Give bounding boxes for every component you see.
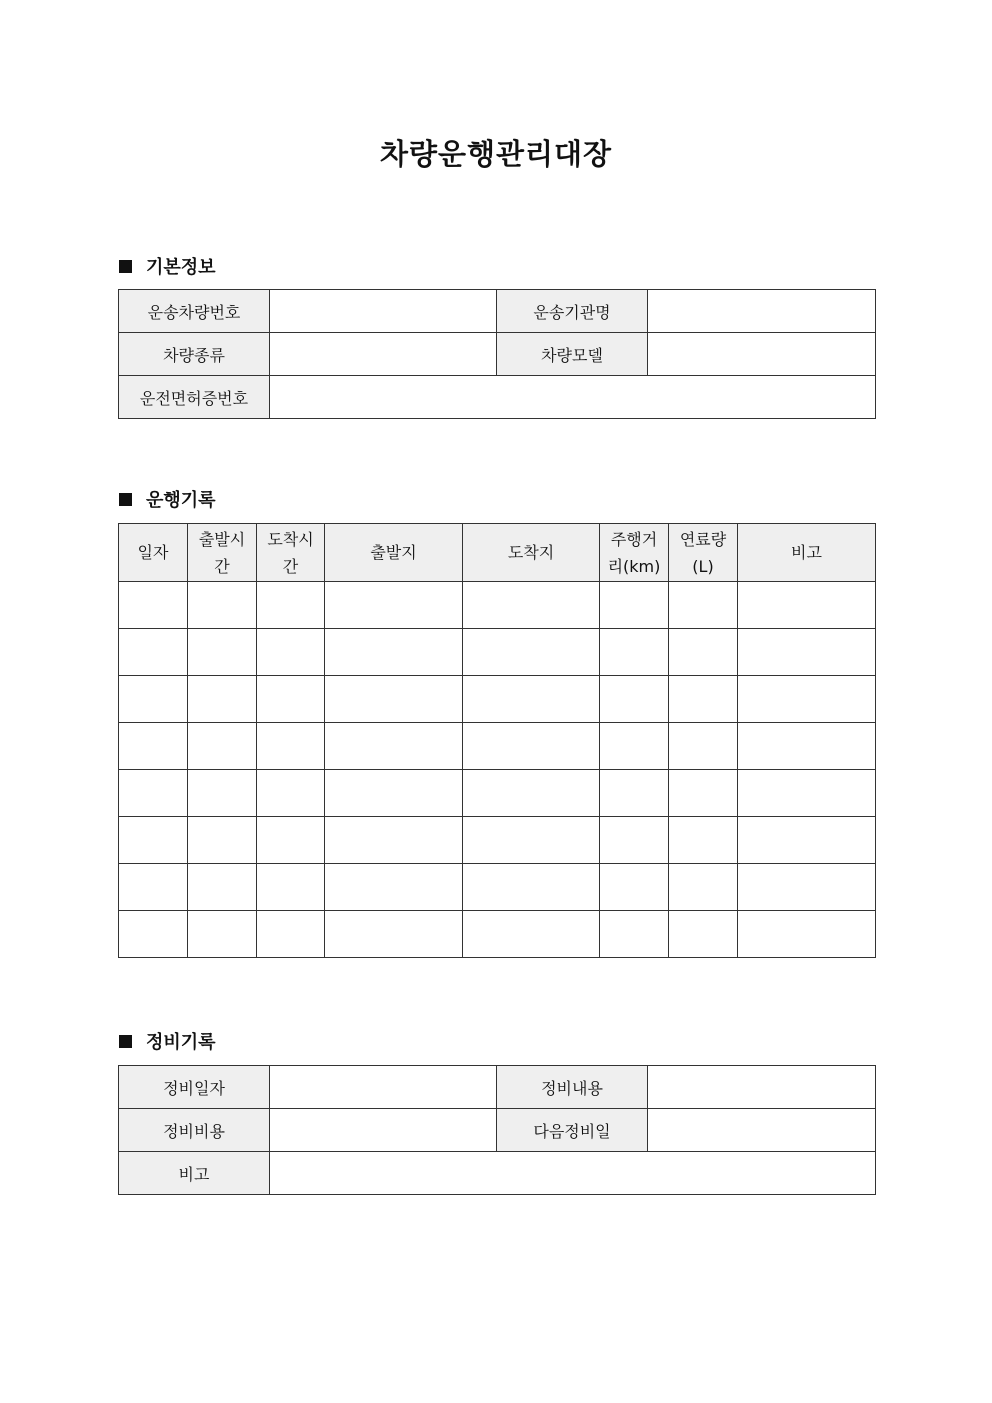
maintenance-table — [118, 1065, 876, 1195]
operation-log-body — [119, 582, 876, 958]
table-cell[interactable] — [257, 629, 325, 676]
vehicle-number-label: 운송차량번호 — [119, 290, 270, 333]
table-row — [119, 1066, 876, 1109]
table-row — [119, 1109, 876, 1152]
operation-log-table — [118, 523, 876, 958]
table-cell[interactable] — [257, 864, 325, 911]
table-cell[interactable] — [188, 770, 257, 817]
table-cell[interactable] — [325, 817, 463, 864]
table-cell[interactable] — [669, 676, 738, 723]
table-cell[interactable] — [325, 911, 463, 958]
table-cell[interactable] — [738, 817, 876, 864]
maintenance-cost-field[interactable] — [270, 1109, 497, 1152]
table-cell[interactable] — [119, 770, 188, 817]
maintenance-content-field[interactable] — [648, 1066, 876, 1109]
table-cell[interactable] — [738, 723, 876, 770]
column-header — [600, 524, 669, 582]
table-cell[interactable] — [188, 911, 257, 958]
table-cell[interactable] — [119, 864, 188, 911]
section-maintenance-title: 정비기록 — [146, 1032, 216, 1053]
table-cell[interactable] — [257, 723, 325, 770]
square-bullet-icon — [119, 260, 132, 273]
table-cell[interactable] — [257, 770, 325, 817]
maintenance-date-field[interactable] — [270, 1066, 497, 1109]
column-header — [738, 524, 876, 582]
table-cell[interactable] — [669, 770, 738, 817]
vehicle-model-field[interactable] — [648, 333, 876, 376]
next-maintenance-date-field[interactable] — [648, 1109, 876, 1152]
table-cell[interactable] — [119, 676, 188, 723]
maintenance-note-label: 비고 — [119, 1152, 270, 1195]
table-cell[interactable] — [188, 817, 257, 864]
table-cell[interactable] — [600, 911, 669, 958]
section-maintenance-heading — [119, 1028, 216, 1054]
section-operation-title: 운행기록 — [146, 490, 216, 511]
table-cell[interactable] — [463, 629, 600, 676]
table-cell[interactable] — [738, 911, 876, 958]
table-row — [119, 864, 876, 911]
table-cell[interactable] — [738, 629, 876, 676]
table-cell[interactable] — [669, 817, 738, 864]
table-cell[interactable] — [463, 911, 600, 958]
table-cell[interactable] — [463, 582, 600, 629]
table-cell[interactable] — [463, 864, 600, 911]
agency-name-field[interactable] — [648, 290, 876, 333]
vehicle-type-field[interactable] — [270, 333, 497, 376]
table-cell[interactable] — [669, 723, 738, 770]
table-cell[interactable] — [325, 582, 463, 629]
table-cell[interactable] — [119, 911, 188, 958]
column-header-label: 일자 — [137, 543, 169, 562]
table-cell[interactable] — [463, 770, 600, 817]
column-header-label: 연료량 — [679, 529, 727, 549]
table-row — [119, 333, 876, 376]
table-cell[interactable] — [738, 770, 876, 817]
table-cell[interactable] — [325, 629, 463, 676]
table-cell[interactable] — [738, 676, 876, 723]
table-row — [119, 376, 876, 419]
section-basic-heading — [119, 253, 216, 279]
table-row — [119, 1152, 876, 1195]
table-cell[interactable] — [600, 723, 669, 770]
table-cell[interactable] — [669, 582, 738, 629]
section-operation-heading — [119, 486, 216, 512]
table-row — [119, 911, 876, 958]
table-cell[interactable] — [257, 582, 325, 629]
section-basic-title: 기본정보 — [146, 257, 216, 278]
table-cell[interactable] — [463, 723, 600, 770]
table-cell[interactable] — [669, 629, 738, 676]
table-cell[interactable] — [600, 582, 669, 629]
table-cell[interactable] — [463, 676, 600, 723]
table-cell[interactable] — [257, 676, 325, 723]
license-number-label: 운전면허증번호 — [119, 376, 270, 419]
table-cell[interactable] — [188, 629, 257, 676]
column-header-label-line2: (L) — [692, 556, 714, 576]
vehicle-model-label: 차량모델 — [497, 333, 648, 376]
column-header — [325, 524, 463, 582]
table-cell[interactable] — [325, 676, 463, 723]
table-cell[interactable] — [119, 582, 188, 629]
table-cell[interactable] — [325, 864, 463, 911]
column-header — [463, 524, 600, 582]
next-maintenance-date-label: 다음정비일 — [497, 1109, 648, 1152]
table-cell[interactable] — [325, 770, 463, 817]
square-bullet-icon — [119, 1035, 132, 1048]
column-header-label: 도착시 — [267, 529, 314, 549]
table-cell[interactable] — [188, 864, 257, 911]
basic-info-table — [118, 289, 876, 419]
table-cell[interactable] — [188, 582, 257, 629]
table-cell[interactable] — [257, 911, 325, 958]
document-title: 차량운행관리대장 — [379, 137, 613, 171]
column-header — [669, 524, 738, 582]
table-row — [119, 676, 876, 723]
column-header-label-line2: 리(km) — [607, 556, 661, 576]
column-header-label-line2: 간 — [282, 556, 299, 576]
table-row — [119, 817, 876, 864]
table-cell[interactable] — [119, 629, 188, 676]
maintenance-note-field[interactable] — [270, 1152, 876, 1195]
table-row — [119, 582, 876, 629]
license-number-field[interactable] — [270, 376, 876, 419]
table-cell[interactable] — [738, 864, 876, 911]
table-row — [119, 629, 876, 676]
column-header-label-line2: 간 — [214, 556, 230, 576]
table-cell[interactable] — [188, 676, 257, 723]
vehicle-type-label: 차량종류 — [119, 333, 270, 376]
maintenance-cost-label: 정비비용 — [119, 1109, 270, 1152]
table-row — [119, 723, 876, 770]
table-cell[interactable] — [119, 817, 188, 864]
column-header-label: 주행거 — [610, 529, 658, 549]
table-row — [119, 290, 876, 333]
vehicle-number-field[interactable] — [270, 290, 497, 333]
table-row — [119, 770, 876, 817]
table-cell[interactable] — [257, 817, 325, 864]
agency-name-label: 운송기관명 — [497, 290, 648, 333]
column-header — [257, 524, 325, 582]
column-header-label: 도착지 — [507, 543, 555, 562]
table-cell[interactable] — [119, 723, 188, 770]
table-cell[interactable] — [325, 723, 463, 770]
column-header — [188, 524, 257, 582]
table-cell[interactable] — [600, 864, 669, 911]
table-cell[interactable] — [669, 911, 738, 958]
column-header-label: 출발지 — [370, 543, 417, 562]
table-cell[interactable] — [600, 817, 669, 864]
table-cell[interactable] — [669, 864, 738, 911]
table-cell[interactable] — [600, 629, 669, 676]
maintenance-date-label: 정비일자 — [119, 1066, 270, 1109]
table-cell[interactable] — [600, 676, 669, 723]
table-cell[interactable] — [463, 817, 600, 864]
table-cell[interactable] — [738, 582, 876, 629]
table-cell[interactable] — [188, 723, 257, 770]
table-header-row — [119, 524, 876, 582]
table-cell[interactable] — [600, 770, 669, 817]
square-bullet-icon — [119, 493, 132, 506]
column-header-label: 비고 — [791, 543, 822, 562]
column-header — [119, 524, 188, 582]
maintenance-content-label: 정비내용 — [497, 1066, 648, 1109]
column-header-label: 출발시 — [198, 529, 246, 549]
